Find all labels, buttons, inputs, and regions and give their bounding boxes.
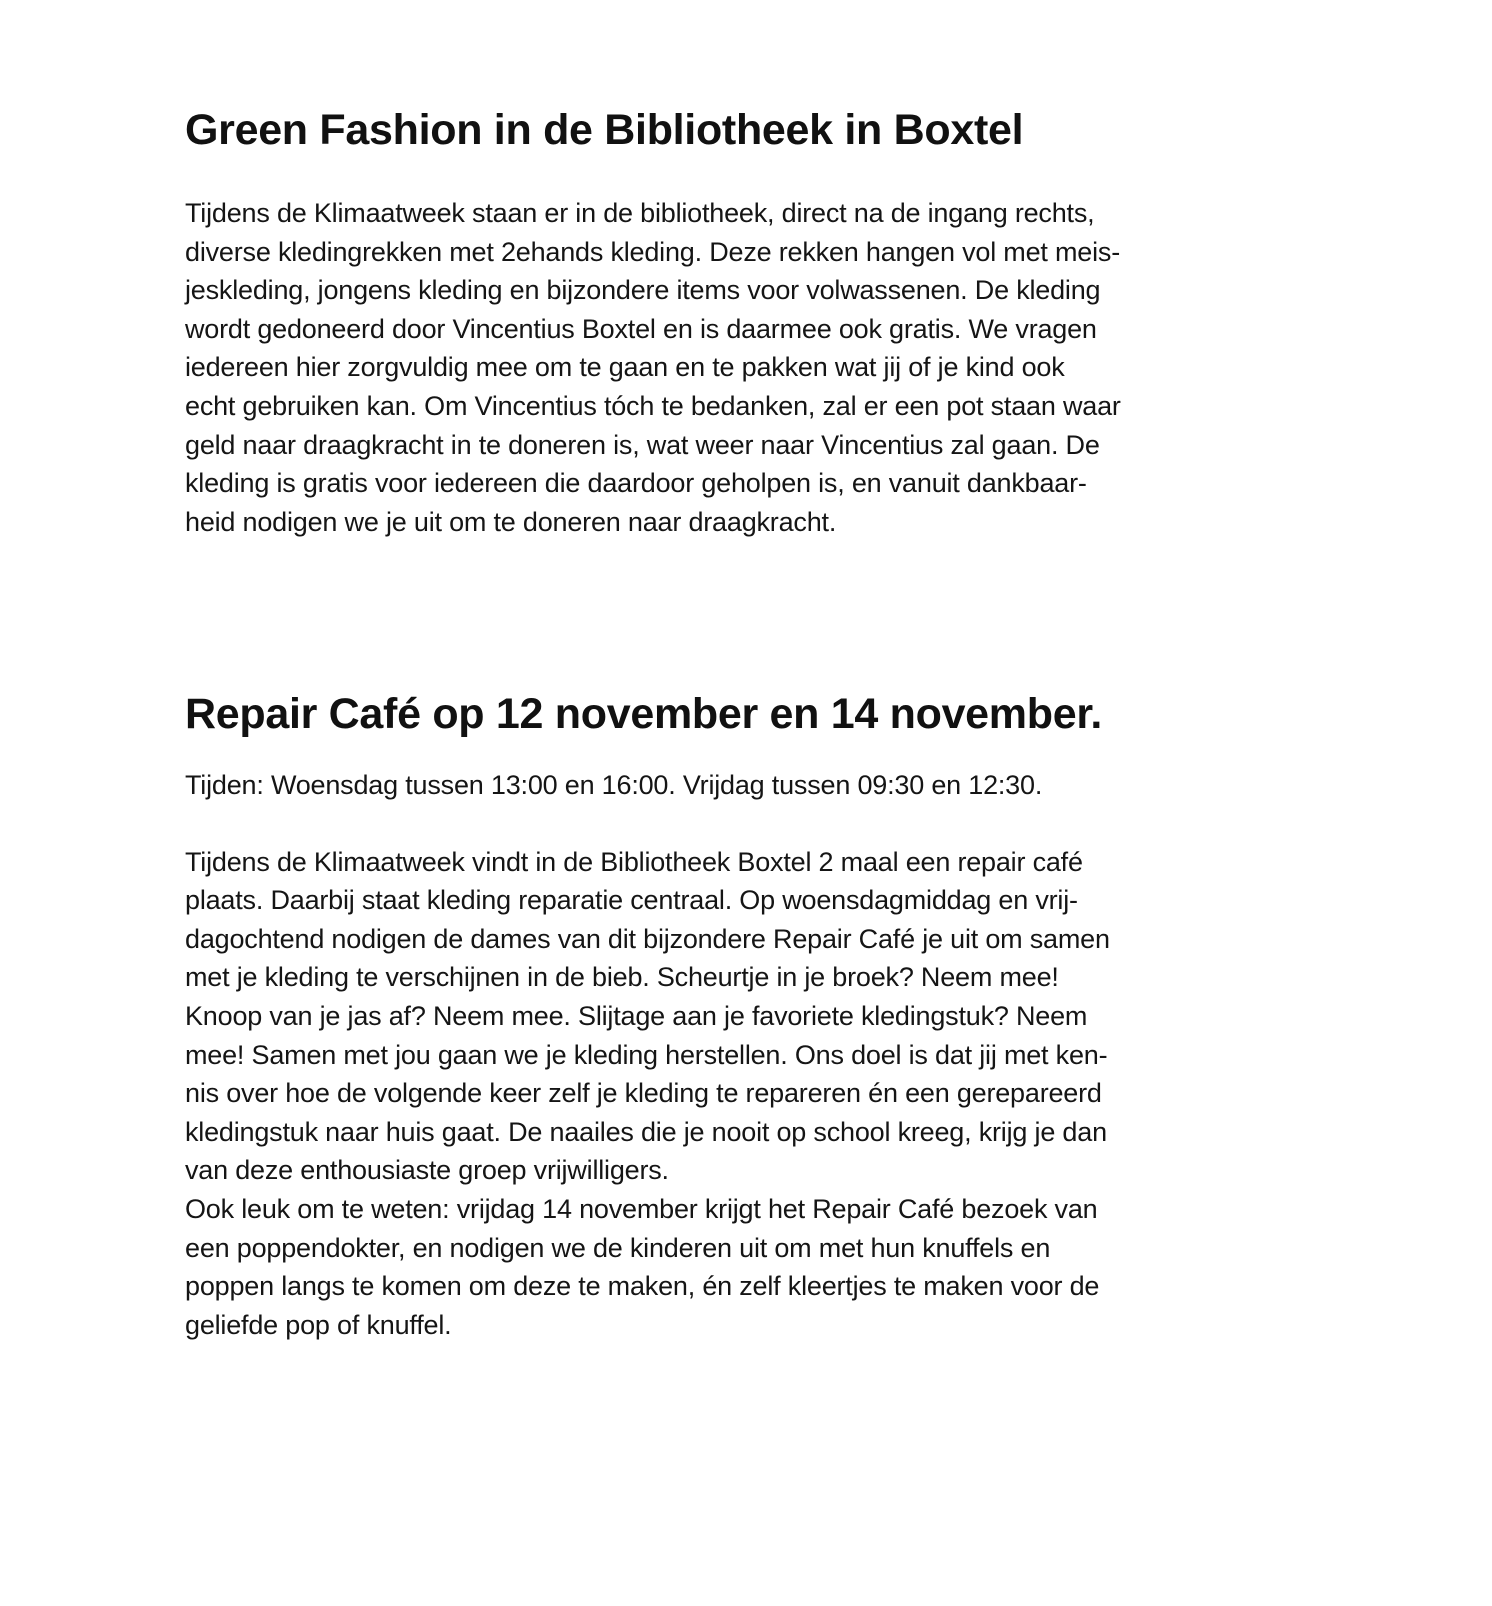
times-line: Tijden: Woensdag tussen 13:00 en 16:00. Vrijdag tussen 09:30 en 12:30. — [185, 770, 1043, 800]
body-line: Tijdens de Klimaatweek vindt in de Bibliotheek Boxtel 2 maal een repair café — [185, 846, 1083, 877]
body-line: mee! Samen met jou gaan we je kleding herstellen. Ons doel is dat jij met ken- — [185, 1039, 1108, 1070]
body-line: wordt gedoneerd door Vincentius Boxtel en is daarmee ook gratis. We vragen — [185, 313, 1097, 344]
green-fashion-section — [185, 104, 1265, 541]
repair-cafe-heading: Repair Café op 12 november en 14 november. — [185, 690, 1103, 738]
green-fashion-body — [185, 194, 1265, 541]
body-line: diverse kledingrekken met 2ehands kleding. Deze rekken hangen vol met meis- — [185, 236, 1121, 267]
body-line: geliefde pop of knuffel. — [185, 1309, 452, 1340]
body-line: Ook leuk om te weten: vrijdag 14 november krijgt het Repair Café bezoek van — [185, 1193, 1098, 1224]
body-line: nis over hoe de volgende keer zelf je kleding te repareren én een gerepareerd — [185, 1078, 1102, 1109]
repair-cafe-times — [185, 766, 1265, 805]
repair-cafe-section — [185, 688, 1265, 1344]
body-line: dagochtend nodigen de dames van dit bijzondere Repair Café je uit om samen — [185, 923, 1110, 954]
body-line: geld naar draagkracht in te doneren is, wat weer naar Vincentius zal gaan. De — [185, 429, 1100, 460]
body-line: kleding is gratis voor iedereen die daardoor geholpen is, en vanuit dankbaar- — [185, 468, 1087, 499]
body-line: plaats. Daarbij staat kleding reparatie centraal. Op woensdagmiddag en vrij- — [185, 885, 1078, 916]
body-line: Knoop van je jas af? Neem mee. Slijtage aan je favoriete kledingstuk? Neem — [185, 1000, 1088, 1031]
body-line: Tijdens de Klimaatweek staan er in de bibliotheek, direct na de ingang rechts, — [185, 198, 1095, 228]
body-line: met je kleding te verschijnen in de bieb. Scheurtje in je broek? Neem mee! — [185, 962, 1059, 993]
repair-cafe-body — [185, 843, 1265, 1345]
body-line: van deze enthousiaste groep vrijwilligers. — [185, 1155, 669, 1186]
green-fashion-heading: Green Fashion in de Bibliotheek in Boxtel — [185, 106, 1024, 154]
body-line: echt gebruiken kan. Om Vincentius tóch te bedanken, zal er een pot staan waar — [185, 390, 1121, 421]
body-line: poppen langs te komen om deze te maken, én zelf kleertjes te maken voor de — [185, 1271, 1100, 1302]
body-line: iedereen hier zorgvuldig mee om te gaan en te pakken wat jij of je kind ook — [185, 352, 1065, 383]
body-line: een poppendokter, en nodigen we de kinderen uit om met hun knuffels en — [185, 1232, 1051, 1263]
body-line: heid nodigen we je uit om te doneren naar draagkracht. — [185, 506, 837, 537]
body-line: jeskleding, jongens kleding en bijzondere items voor volwassenen. De kleding — [185, 275, 1101, 306]
body-line: kledingstuk naar huis gaat. De naailes die je nooit op school kreeg, krijg je dan — [185, 1116, 1107, 1147]
